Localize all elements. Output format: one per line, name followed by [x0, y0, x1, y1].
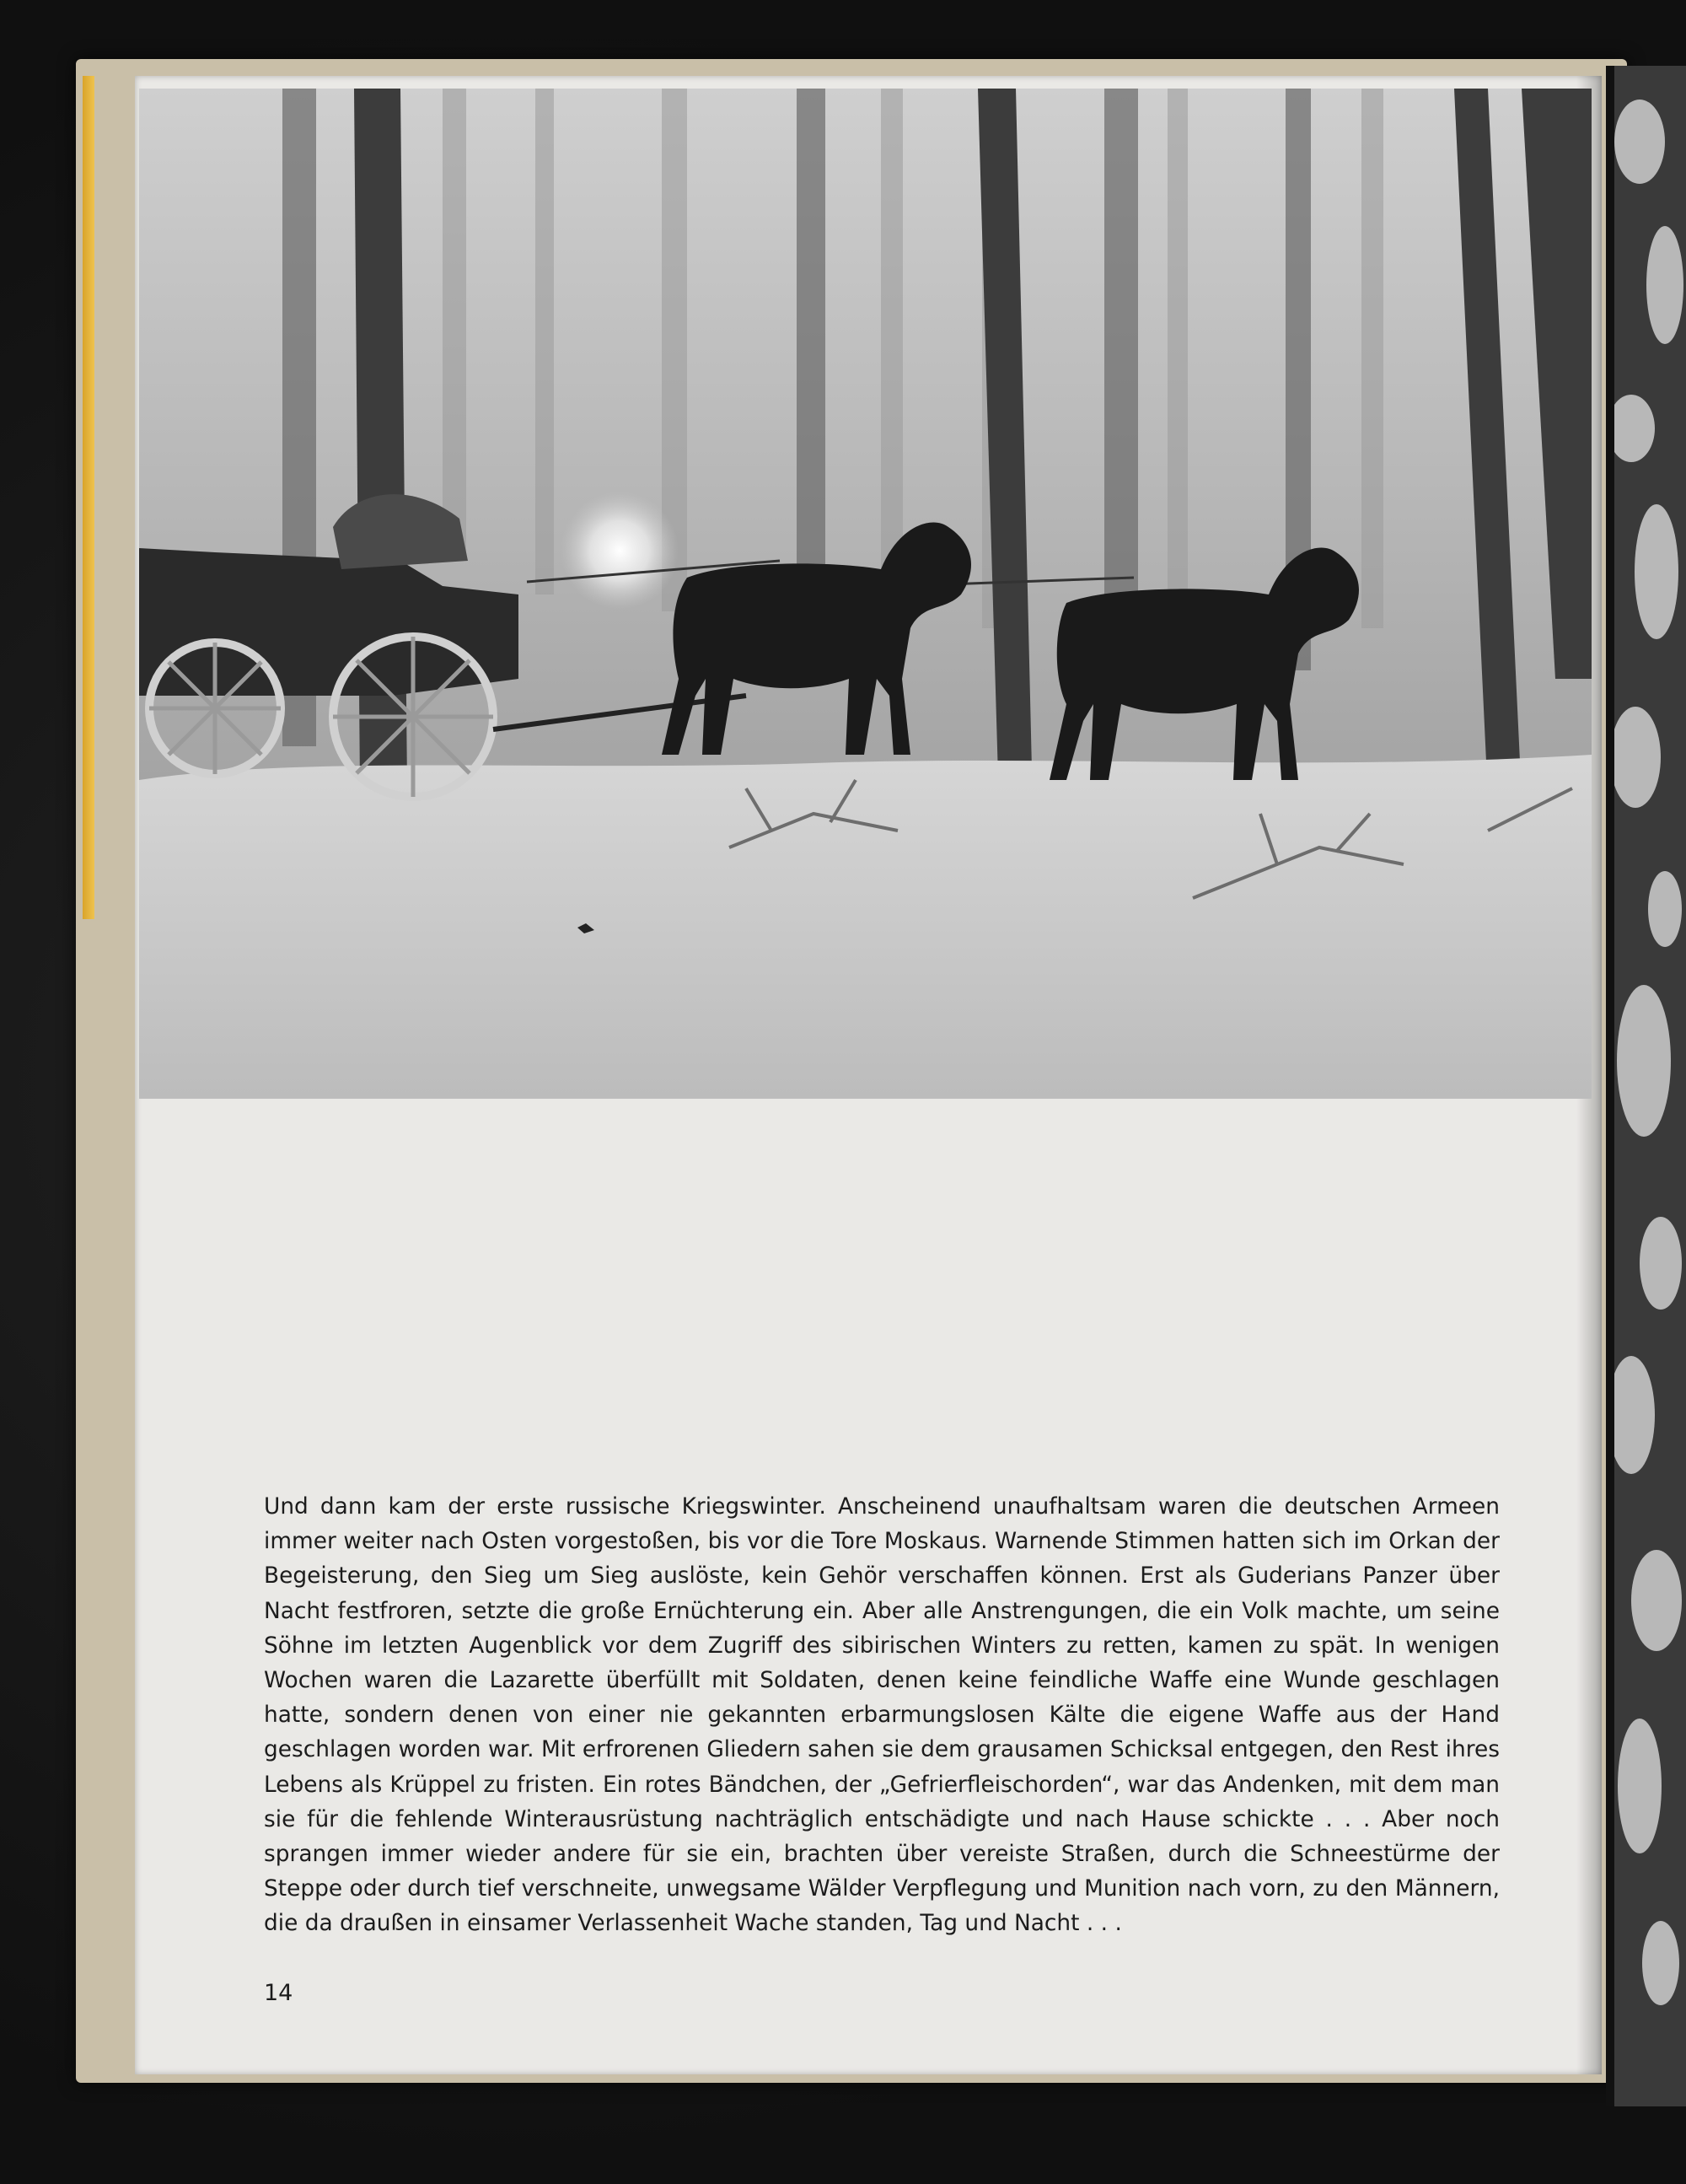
page-number: 14: [264, 1980, 293, 2006]
body-text-paragraph: Und dann kam der erste russische Kriegswinter. Anscheinend unaufhaltsam waren die deutschen Armeen immer weiter nach Osten vorgestoßen, bis vor die Tore Moskaus. Warnende Stimmen hatten sich im Orkan der Begeisterung, den Sieg um Sieg auslöste, kein Gehör verschaffen können. Erst als Guderians Panzer über Nacht festfroren, setzte die große Ernüchterung ein. Aber alle Anstrengungen, die ein Volk machte, um seine Söhne im letzten Augenblick vor dem Zugriff des sibirischen Winters zu retten, kamen zu spät. In wenigen Wochen waren die Lazarette überfüllt mit Soldaten, denen keine feindliche Waffe eine Wunde geschlagen hatte, sondern denen von einer nie gekannten erbarmungslosen Kälte die eigene Waffe aus der Hand geschlagen worden war. Mit erfrorenen Gliedern sahen sie dem grausamen Schicksal entgegen, den Rest ihres Lebens als Krüppel zu fristen. Ein rotes Bändchen, der „Gefrierfleischorden“, war das Andenken, mit dem man sie für die fehlende Winterausrüstung nachträglich entschädigte und nach Hause schickte . . . Aber noch sprangen immer wieder andere für sie ein, brachten über vereiste Straßen, durch die Schneestürme der Steppe oder durch tief verschneite, unwegsame Wälder Verpflegung und Munition nach vorn, zu den Männern, die da draußen in einsamer Verlassenheit Wache standen, Tag und Nacht . . .: [264, 1493, 1500, 1937]
facing-page-photo-edge: [1606, 66, 1686, 2106]
snowy-forest-horse-cart-photo: [139, 89, 1592, 1099]
cover-edge-strip: [83, 76, 94, 919]
